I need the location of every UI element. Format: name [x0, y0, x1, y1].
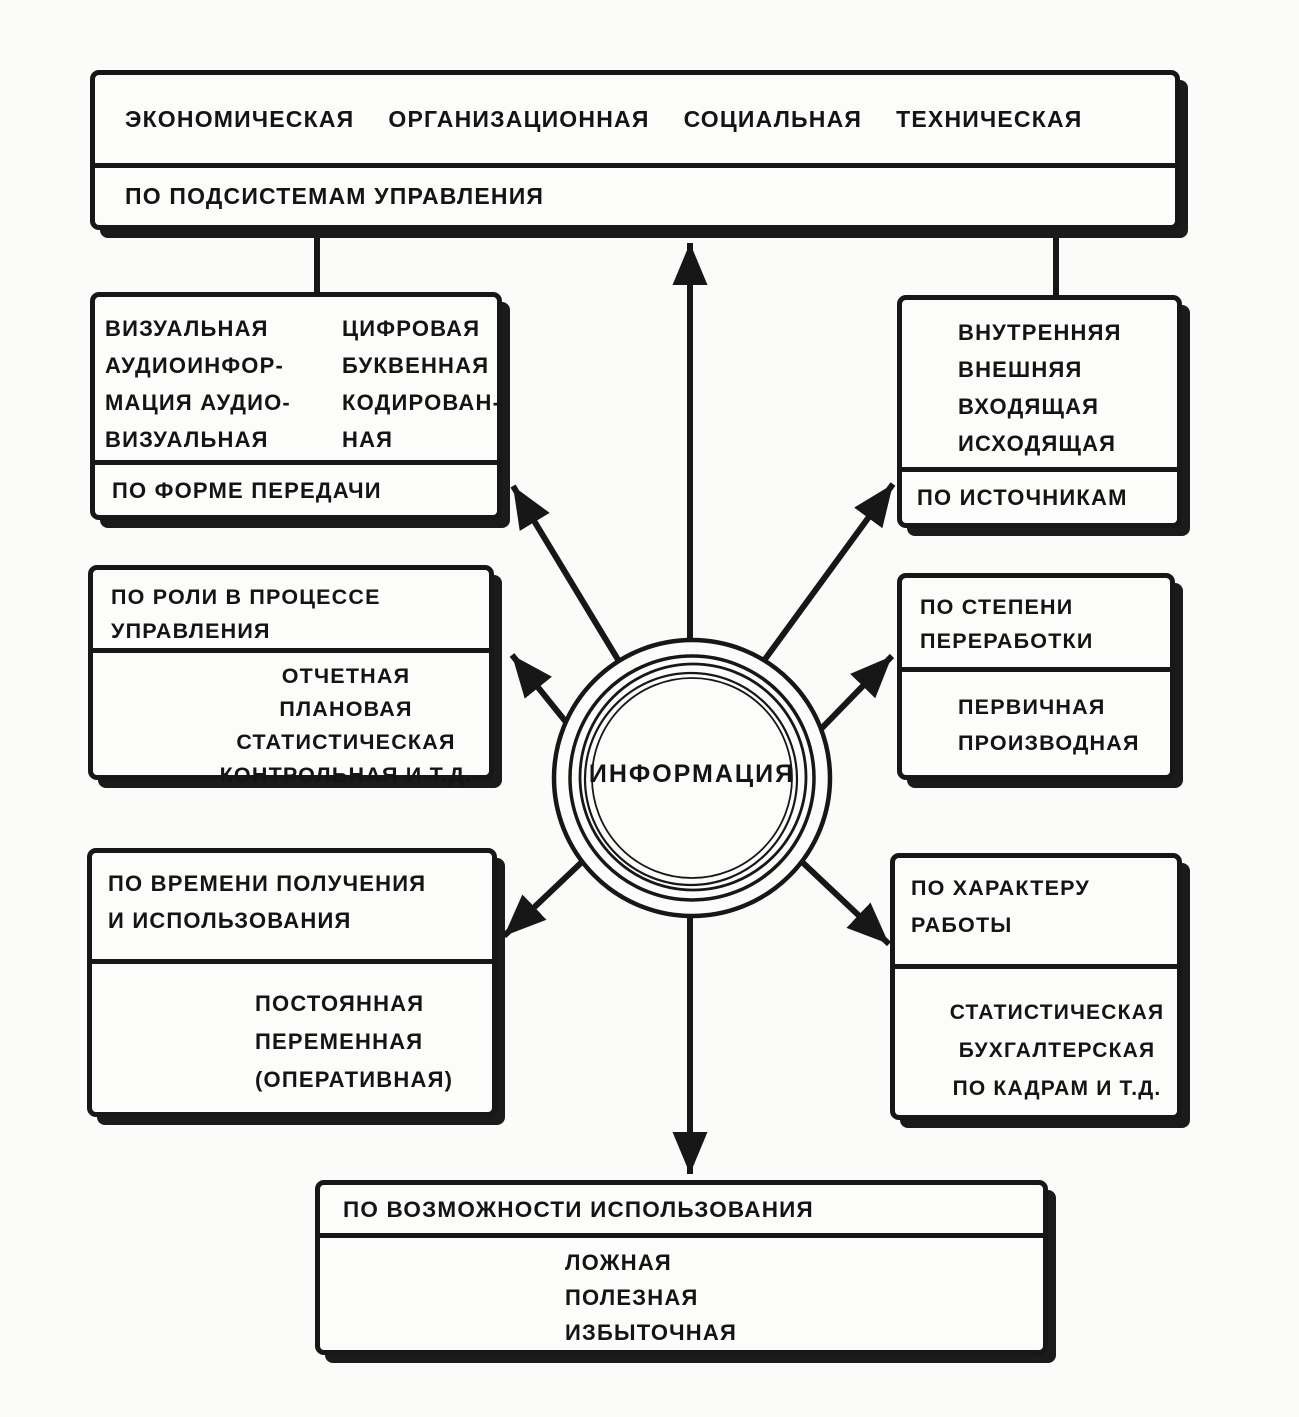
form-item: БУКВЕННАЯ — [342, 353, 490, 378]
subsystem-item: ОРГАНИЗАЦИОННАЯ — [388, 105, 650, 132]
subsystems-category-band — [95, 163, 1175, 225]
form-item: ВИЗУАЛЬНАЯ — [105, 427, 269, 452]
work-box — [890, 853, 1182, 1120]
processing-box — [897, 573, 1175, 780]
sources-category-band — [902, 467, 1177, 523]
time-title — [92, 853, 492, 959]
title-line: ПО ВРЕМЕНИ ПОЛУЧЕНИЯ — [108, 871, 427, 896]
sources-items — [902, 300, 1177, 467]
usage-item: ИЗБЫТОЧНАЯ — [565, 1320, 737, 1345]
subsystem-item: ТЕХНИЧЕСКАЯ — [896, 105, 1083, 132]
source-item: ВХОДЯЩАЯ — [958, 394, 1100, 419]
role-items — [93, 648, 489, 792]
form-box — [90, 292, 502, 520]
form-item: АУДИОИНФОР- — [105, 353, 285, 378]
category-label: ПО ВОЗМОЖНОСТИ ИСПОЛЬЗОВАНИЯ — [343, 1196, 814, 1222]
form-item: ЦИФРОВАЯ — [342, 316, 481, 341]
sources-box — [897, 295, 1182, 528]
form-category-band — [95, 460, 497, 515]
title-line: ПО РОЛИ В ПРОЦЕССЕ — [111, 585, 381, 609]
processing-item: ПРОИЗВОДНАЯ — [958, 731, 1140, 755]
work-item: ПО КАДРАМ И Т.Д. — [952, 1077, 1162, 1100]
source-item: ИСХОДЯЩАЯ — [958, 431, 1117, 456]
source-item: ВНУТРЕННЯЯ — [958, 320, 1122, 345]
arrow-to-sources-box — [763, 484, 893, 662]
subsystem-item: ЭКОНОМИЧЕСКАЯ — [125, 105, 355, 132]
time-item: ПОСТОЯННАЯ — [255, 991, 425, 1016]
role-title — [93, 570, 489, 648]
arrow-to-time-box — [504, 860, 584, 936]
time-item: ПЕРЕМЕННАЯ — [255, 1029, 424, 1054]
arrow-to-work-box — [800, 860, 889, 944]
center-label: ИНФОРМАЦИЯ — [588, 760, 796, 788]
title-line: УПРАВЛЕНИЯ — [111, 619, 271, 643]
category-label: ПО ФОРМЕ ПЕРЕДАЧИ — [112, 477, 382, 503]
form-item: НАЯ — [342, 427, 394, 452]
usage-box — [315, 1180, 1048, 1355]
role-item: КОНТРОЛЬНАЯ И Т.Д. — [219, 763, 473, 787]
subsystems-box — [90, 70, 1180, 230]
work-item: СТАТИСТИЧЕСКАЯ — [949, 1001, 1165, 1024]
title-line: ПО СТЕПЕНИ — [920, 595, 1074, 619]
processing-items — [902, 667, 1170, 775]
role-item: ОТЧЕТНАЯ — [281, 664, 411, 688]
title-line: ПО ХАРАКТЕРУ — [911, 876, 1090, 900]
form-items — [95, 297, 502, 460]
role-box — [88, 565, 494, 787]
category-label: ПО ПОДСИСТЕМАМ УПРАВЛЕНИЯ — [125, 183, 545, 209]
arrow-to-processing-box — [820, 656, 892, 730]
usage-item: ЛОЖНАЯ — [565, 1250, 672, 1275]
form-col-2 — [342, 310, 501, 460]
role-item: ПЛАНОВАЯ — [279, 697, 413, 721]
subsystem-item: СОЦИАЛЬНАЯ — [683, 105, 863, 132]
role-item: СТАТИСТИЧЕСКАЯ — [236, 730, 456, 754]
processing-title — [902, 578, 1170, 667]
usage-items — [320, 1238, 1043, 1350]
processing-item: ПЕРВИЧНАЯ — [958, 695, 1106, 719]
title-line: РАБОТЫ — [911, 913, 1013, 937]
source-item: ВНЕШНЯЯ — [958, 357, 1083, 382]
category-label: ПО ИСТОЧНИКАМ — [917, 485, 1128, 510]
form-item: КОДИРОВАН- — [342, 390, 502, 415]
arrow-to-form-box — [513, 486, 620, 663]
subsystems-items — [95, 75, 1175, 163]
title-line: ПЕРЕРАБОТКИ — [920, 629, 1094, 653]
time-items — [92, 959, 492, 1112]
form-item: МАЦИЯ АУДИО- — [105, 390, 291, 415]
work-title — [895, 858, 1177, 964]
arrow-to-role-box — [512, 655, 570, 727]
work-item: БУХГАЛТЕРСКАЯ — [958, 1039, 1156, 1062]
form-item: ВИЗУАЛЬНАЯ — [105, 316, 269, 341]
usage-item: ПОЛЕЗНАЯ — [565, 1285, 699, 1310]
work-items — [895, 964, 1177, 1115]
form-col-1 — [105, 310, 342, 460]
time-item: (ОПЕРАТИВНАЯ) — [255, 1067, 454, 1092]
usage-category-band — [320, 1185, 1043, 1238]
title-line: И ИСПОЛЬЗОВАНИЯ — [108, 908, 352, 933]
time-box — [87, 848, 497, 1117]
